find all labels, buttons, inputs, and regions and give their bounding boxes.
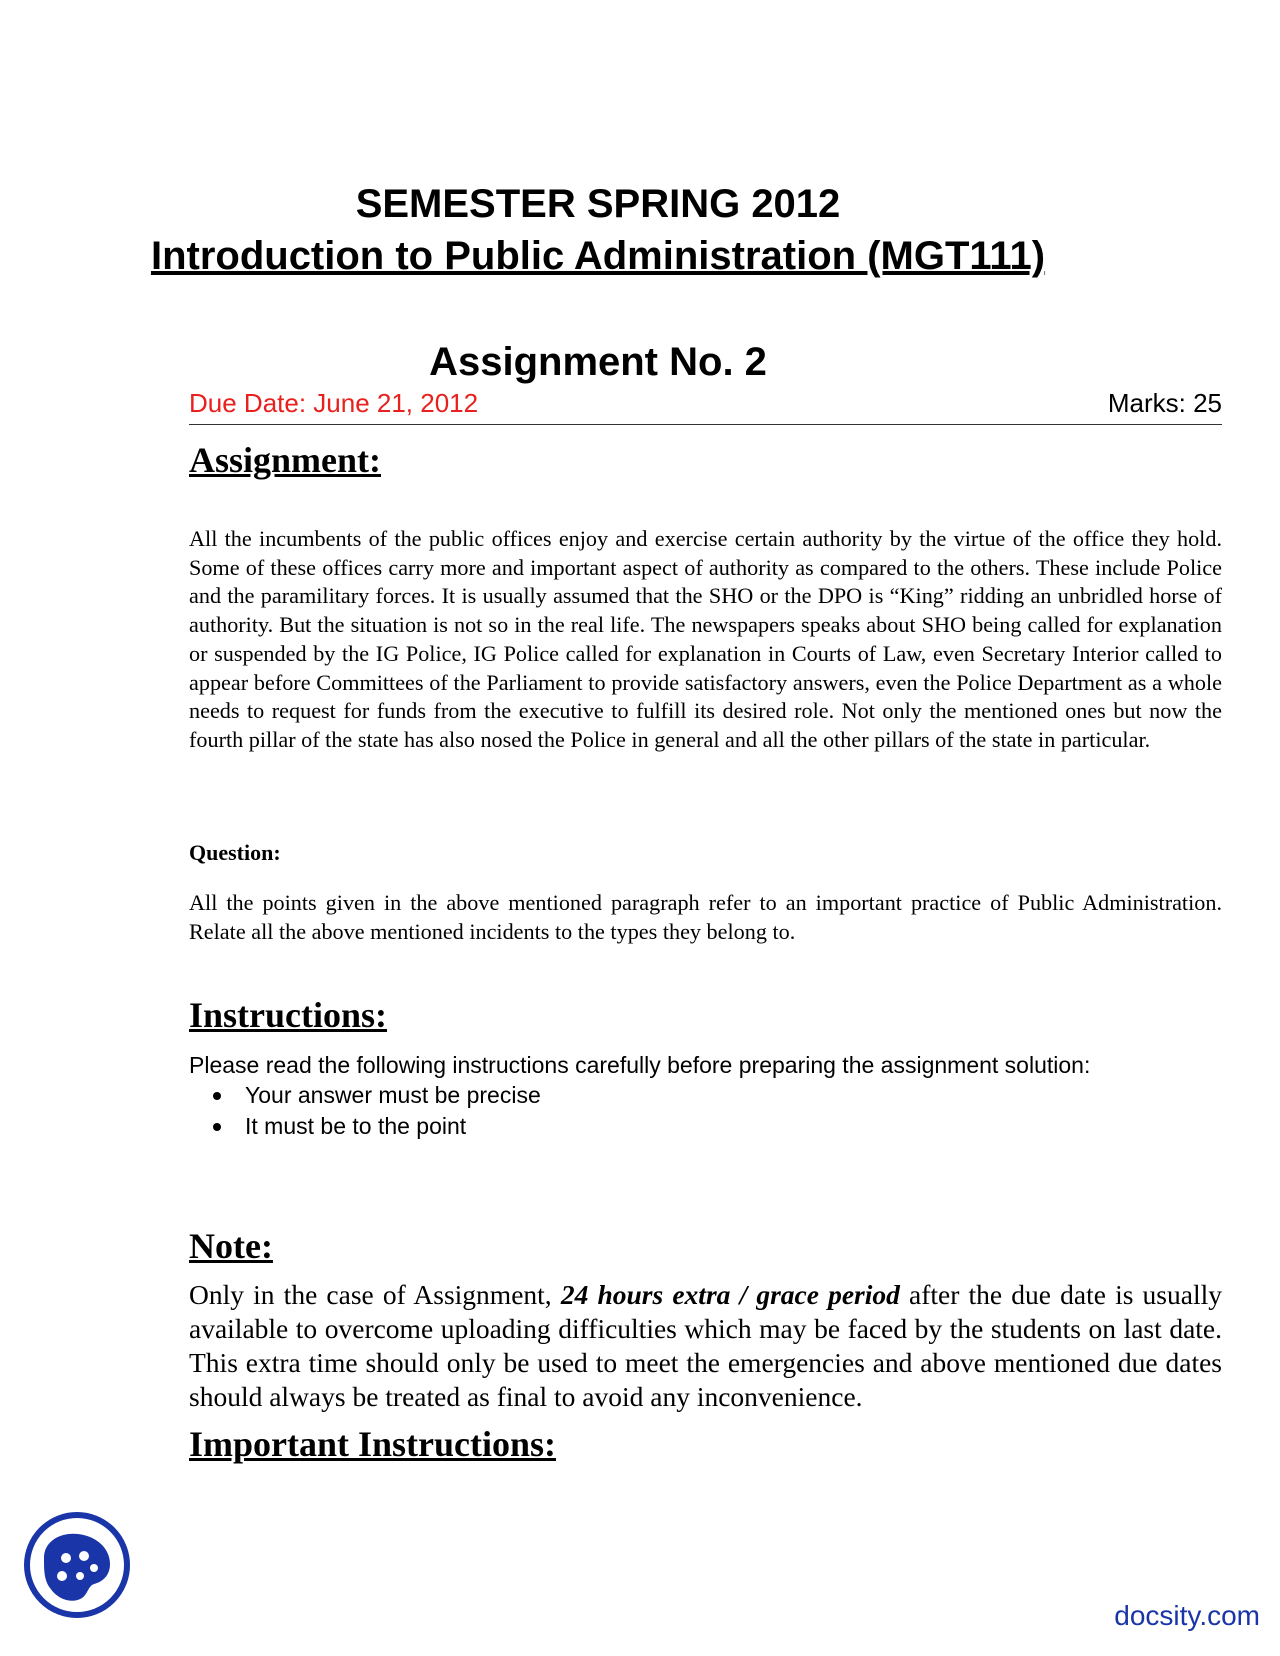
due-date: Due Date: June 21, 2012 xyxy=(189,388,479,418)
list-item xyxy=(205,1080,541,1111)
marks: Marks: 25 xyxy=(1107,388,1222,418)
docsity-watermark[interactable]: docsity.com xyxy=(1114,1600,1260,1631)
assignment-paragraph: All the incumbents of the public offices enjoy and exercise certain authority by the virtue of the office they hold. Some of these offices carry more and important aspect of authority as compared to the others. These include Police and the paramilitary forces. It is usually assumed that the SHO or the DPO is “King” ridding an unbridled horse of authority. But the situation is not so in the real life. The newspapers speaks about SHO being called for explanation or suspended by the IG Police, IG Police called for explanation in Courts of Law, even Secretary Interior called to appear before Committees of the Parliament to provide satisfactory answers, even the Police Department as a whole needs to request for funds from the executive to fulfill its desired role. Not only the mentioned ones but now the fourth pillar of the state has also nosed the Police in general and all the other pillars of the state in particular. xyxy=(189,526,1222,752)
important-instructions-heading: Important Instructions: xyxy=(189,1424,557,1464)
bullet-icon xyxy=(213,1123,221,1131)
assignment-heading: Assignment: xyxy=(189,440,382,480)
note-text-start: Only in the case of Assignment, xyxy=(189,1279,561,1310)
instructions-intro: Please read the following instructions carefully before preparing the assignment solution: xyxy=(189,1052,1091,1078)
bullet-icon xyxy=(213,1092,221,1100)
due-marks-row xyxy=(189,386,1222,425)
list-item-text: Your answer must be precise xyxy=(245,1082,541,1108)
instructions-list xyxy=(205,1080,541,1142)
list-item xyxy=(205,1111,541,1142)
question-label: Question: xyxy=(189,840,281,865)
note-paragraph xyxy=(189,1278,1222,1414)
note-heading: Note: xyxy=(189,1226,273,1266)
list-item-text: It must be to the point xyxy=(245,1113,467,1139)
note-text-end: after the due date is usually available to overcome uploading difficulties which may be faced by the students on last date. This extra time should only be used to meet the emergencies and above mentioned due dates should always be treated as final to avoid any inconvenience. xyxy=(189,1279,1222,1412)
note-emphasis: 24 hours extra / grace period xyxy=(560,1279,900,1310)
question-text: All the points given in the above mentioned paragraph refer to an important practice of Public Administration. Relate all the above mentioned incidents to the types they belong to. xyxy=(189,890,1222,944)
instructions-heading: Instructions: xyxy=(189,995,388,1035)
semester-title: SEMESTER SPRING 2012 xyxy=(355,182,841,226)
docsity-logo-icon xyxy=(22,1510,132,1620)
assignment-number: Assignment No. 2 xyxy=(429,340,767,384)
course-title: Introduction to Public Administration (MGT111) xyxy=(150,234,1046,278)
